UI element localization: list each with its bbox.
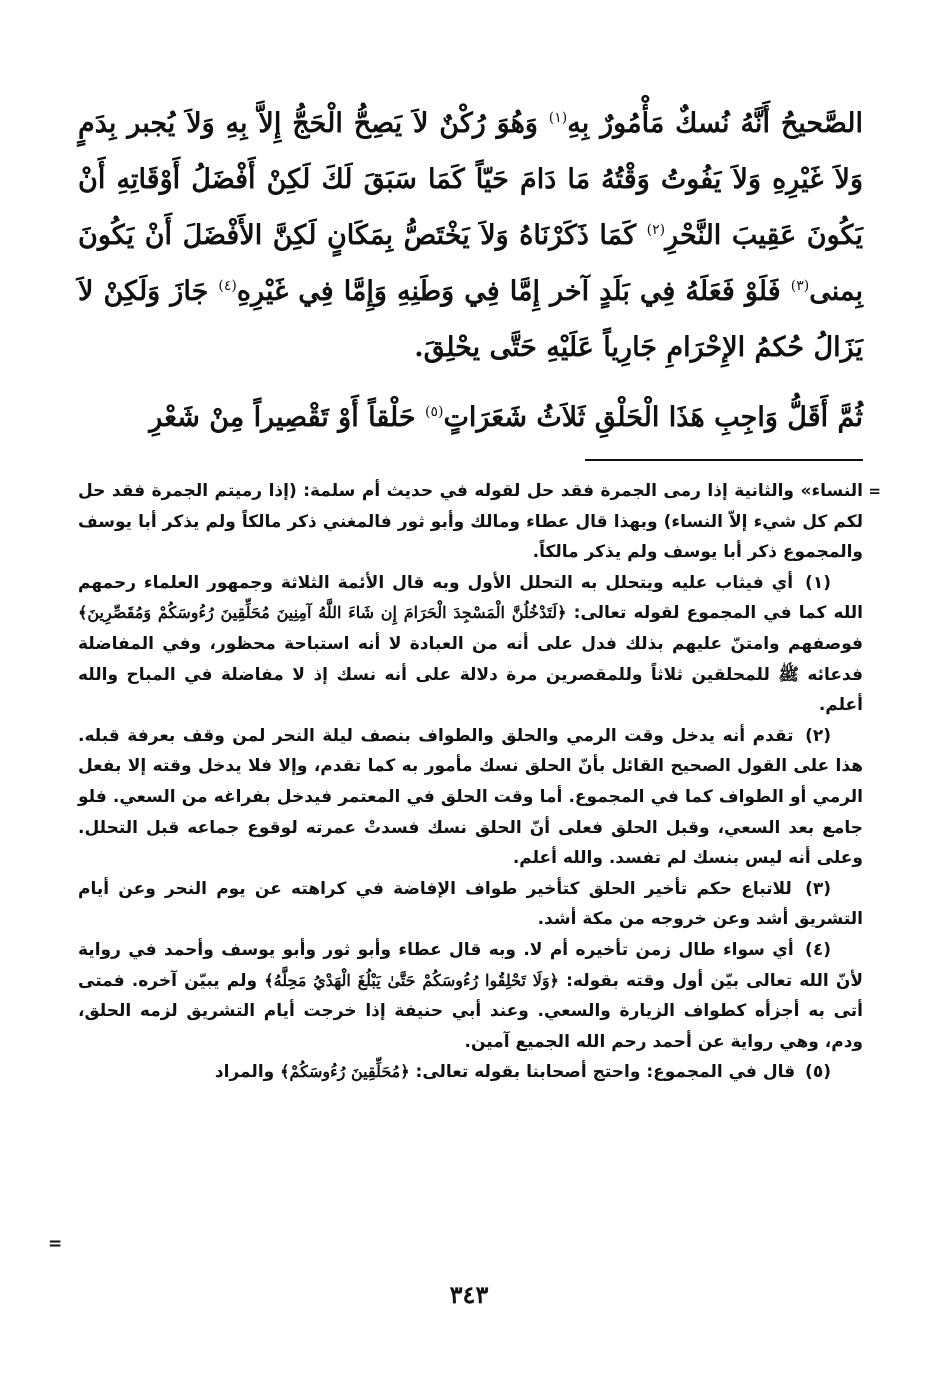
- footnote-continuation: = النساء» والثانية إذا رمى الجمرة فقد حل لقوله في حديث أم سلمة: (إذا رميتم الجمرة فقد حل لكم كل شيء إلاّ النساء) وبهذا قال عطاء ومالك وأبو ثور فالمغني ذكر مالكاً ولم يذكر أبا يوسف والمجموع ذكر أبا يوسف ولم يذكر مالكاً.: [78, 476, 863, 568]
- continuation-mark: =: [868, 482, 881, 500]
- footnote-separator: [585, 459, 863, 461]
- main-paragraph-1: الصَّحيحُ أَنَّهُ نُسكٌ مَأْمُورٌ بِهِ$^{(١)}$ وَهُوَ رُكْنٌ لاَ يَصِحُّ الْحَجُّ إِلاَّ بِهِ وَلاَ يُجبر بِدَمٍ وَلاَ غَيْرِهِ وَلاَ يَفُوتُ وَقْتُهُ مَا دَامَ حَيّاً كَمَا سَبَقَ لَكَ لَكِنْ أَفْضَلُ أَوْقَاتِهِ أَنْ يَكُونَ عَقِيبَ النَّحْرِ$^{(٢)}$ كَمَا ذَكَرْنَاهُ وَلاَ يَخْتَصُّ بِمَكَانٍ لَكِنَّ الأَفْضَلَ أَنْ يَكُونَ بِمنى$^{(٣)}$ فَلَوْ فَعَلَهُ فِي بَلَدٍ آخر إِمَّا فِي وَطَنِهِ وَإِمَّا فِي غَيْرِهِ$^{(٤)}$ جَازَ وَلَكِنْ لاَ يَزَالُ حُكمُ الإِحْرَامِ جَارِياً عَلَيْهِ حَتَّى يحْلِقَ.: [78, 108, 863, 363]
- footnotes: [78, 476, 881, 1088]
- footnote-ref-5: (٥): [425, 404, 444, 420]
- footnote-5: (٥) قال في المجموع: واحتج أصحابنا بقوله تعالى: ﴿مُحَلِّقِينَ رُءُوسَكُمْ﴾ والمراد: [214, 1062, 831, 1083]
- main-text: [78, 96, 863, 446]
- quran-verse: ﴿مُحَلِّقِينَ رُءُوسَكُمْ﴾: [280, 1062, 410, 1082]
- footnote-number: (٣): [805, 878, 832, 899]
- footnote-ref-2: (٢): [646, 222, 666, 238]
- footnote-ref-3: (٣): [790, 278, 810, 294]
- quran-verse: ﴿وَلَا تَحْلِقُوا رُءُوسَكُمْ حَتَّىٰ يَبْلُغَ الْهَدْيُ مَحِلَّهُ﴾: [264, 970, 559, 990]
- quran-verse: ﴿لَتَدْخُلُنَّ الْمَسْجِدَ الْحَرَامَ إِن شَاءَ اللَّهُ آمِنِينَ مُحَلِّقِينَ رُءُوسَكُمْ وَمُقَصِّرِينَ﴾: [78, 603, 567, 623]
- footnote-1: (١) أي فيثاب عليه ويتحلل به التحلل الأول وبه قال الأئمة الثلاثة وجمهور العلماء رحمهم الله كما في المجموع لقوله تعالى: ﴿لَتَدْخُلُنَّ الْمَسْجِدَ الْحَرَامَ إِن شَاءَ اللَّهُ آمِنِينَ مُحَلِّقِينَ رُءُوسَكُمْ وَمُقَصِّرِينَ﴾ فوصفهم وامتنّ عليهم بذلك فدل على أنه من العبادة لا أنه استباحة محظور، وفي المفاضلة فدعائه ﷺ للمحلقين ثلاثاً وللمقصرين مرة دلالة على أنه نسك إذ لا مفاضلة في المباح والله أعلم.: [78, 572, 863, 716]
- footnote-number: (٤): [805, 939, 831, 960]
- footnote-ref-1: (١): [548, 110, 568, 126]
- page-number: ٣٤٣: [449, 1280, 489, 1309]
- footnote-number: (٥): [805, 1062, 831, 1083]
- footnote-number: (٢): [805, 725, 832, 746]
- footnote-2: (٢) تقدم أنه يدخل وقت الرمي والحلق والطواف بنصف ليلة النحر لمن وقف بعرفة قبله. هذا على القول الصحيح القائل بأنّ الحلق نسك مأمور به كما تقدم، وإلا فلا يدخل وقته إلا بفعل الرمي أو الطواف كما في المجموع. أما وقت الحلق في المعتمر فيدخل بفراغه من السعي. فلو جامع بعد السعي، وقبل الحلق فعلى أنّ الحلق نسك فسدتْ عمرته لوقوع جماعه قبل التحلل. وعلى أنه ليس بنسك لم تفسد. والله أعلم.: [78, 725, 863, 869]
- continuation-end-mark: =: [48, 1234, 63, 1254]
- main-paragraph-2: ثُمَّ أَقَلُّ وَاجِبِ هَذَا الْحَلْقِ ثَلاَثُ شَعَرَاتٍ$^{(٥)}$ حَلْقاً أَوْ تَقْصِيراً مِنْ شَعْرِ: [149, 402, 863, 433]
- footnote-4: (٤) أي سواء طال زمن تأخيره أم لا. وبه قال عطاء وأبو ثور وأبو يوسف وأحمد في رواية لأنّ الله تعالى بيّن أول وقته بقوله: ﴿وَلَا تَحْلِقُوا رُءُوسَكُمْ حَتَّىٰ يَبْلُغَ الْهَدْيُ مَحِلَّهُ﴾ ولم يبيّن آخره. فمتى أتى به أجزأه كطواف الزيارة والسعي. وعند أبي حنيفة إذا خرجت أيام التشريق لزمه الحلق، ودم، وهي رواية عن أحمد رحم الله الجميع آمين.: [78, 939, 864, 1052]
- footnote-3: (٣) للاتباع حكم تأخير الحلق كتأخير طواف الإفاضة في كراهته عن يوم النحر وعن أيام التشريق أشد وعن خروجه من مكة أشد.: [78, 878, 863, 930]
- footnote-ref-4: (٤): [218, 278, 237, 294]
- footnote-number: (١): [805, 572, 831, 593]
